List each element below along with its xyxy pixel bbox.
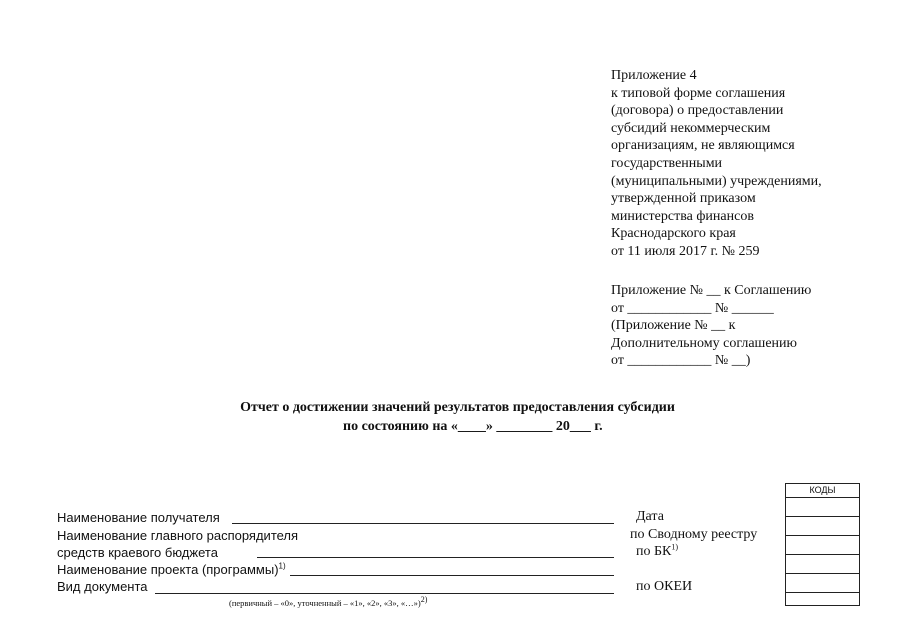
registry-footnote-mark: 1) xyxy=(671,542,679,552)
report-title: Отчет о достижении значений результатов предоставления субсидии xyxy=(240,400,675,415)
codes-cell-okei[interactable] xyxy=(786,574,859,593)
agreement-line: (Приложение № __ к xyxy=(611,318,736,334)
appendix-line: министерства финансов xyxy=(611,208,754,224)
codes-cell-extra[interactable] xyxy=(786,593,859,611)
codes-cell-date[interactable] xyxy=(786,498,859,517)
appendix-line: от 11 июля 2017 г. № 259 xyxy=(611,243,760,259)
appendix-header xyxy=(611,67,822,261)
appendix-line: к типовой форме соглашения xyxy=(611,85,786,101)
codes-table xyxy=(785,483,860,606)
recipient-field[interactable] xyxy=(232,523,614,524)
registry-label-1: по Сводному реестру xyxy=(630,527,758,542)
appendix-line: утвержденной приказом xyxy=(611,191,756,207)
project-label: Наименование проекта (программы)$^{1)}$ xyxy=(57,561,286,577)
agreement-line: Дополнительному соглашению xyxy=(611,335,797,351)
appendix-line: организациям, не являющимся xyxy=(611,138,795,154)
manager-label-1: Наименование главного распорядителя xyxy=(57,528,299,543)
doctype-hint: (первичный – «0», уточненный – «1», «2», «3», «…»)$^{2)}$ xyxy=(229,595,428,608)
okei-label: по ОКЕИ xyxy=(636,579,693,594)
agreement-line: от ____________ № ______ xyxy=(611,300,774,316)
project-field[interactable] xyxy=(290,575,614,576)
agreement-reference xyxy=(611,282,811,370)
agreement-line: от ____________ № __) xyxy=(611,353,751,369)
appendix-line: Приложение 4 xyxy=(611,68,697,83)
recipient-label: Наименование получателя xyxy=(57,510,220,525)
codes-header: КОДЫ xyxy=(786,484,859,498)
date-label: Дата xyxy=(636,509,664,524)
project-footnote-mark: 1) xyxy=(278,561,286,571)
appendix-line: (муниципальными) учреждениями, xyxy=(611,173,822,189)
codes-cell-bk[interactable] xyxy=(786,536,859,555)
report-subtitle: по состоянию на «____» ________ 20___ г. xyxy=(343,419,603,434)
appendix-line: Краснодарского края xyxy=(611,226,736,242)
codes-cell-project[interactable] xyxy=(786,555,859,574)
codes-cell-registry[interactable] xyxy=(786,517,859,536)
appendix-line: субсидий некоммерческим xyxy=(611,120,771,136)
registry-label-2: по БК$^{1)}$ xyxy=(636,542,679,559)
appendix-line: (договора) о предоставлении xyxy=(611,103,784,119)
appendix-line: государственными xyxy=(611,155,723,171)
agreement-line: Приложение № __ к Соглашению xyxy=(611,283,812,298)
manager-field[interactable] xyxy=(257,557,614,558)
doctype-label: Вид документа xyxy=(57,579,148,594)
doctype-footnote-mark: 2) xyxy=(420,595,428,605)
manager-label-2: средств краевого бюджета xyxy=(57,545,218,560)
doctype-field[interactable] xyxy=(155,593,614,594)
